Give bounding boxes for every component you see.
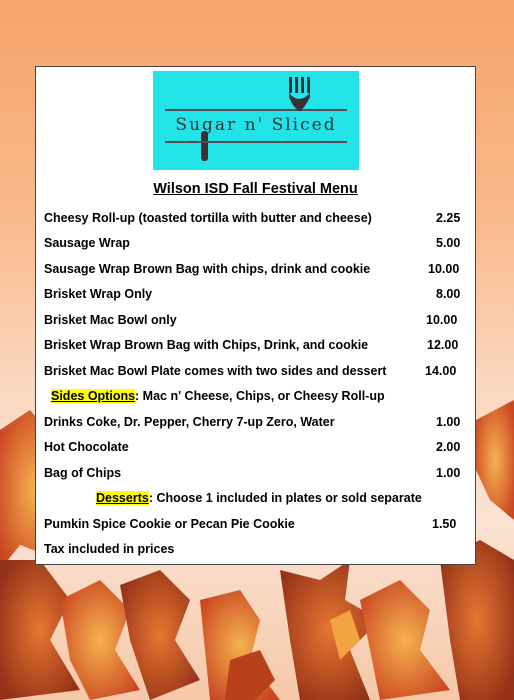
menu-item-price: 5.00 [436,236,461,250]
menu-item-name: Bag of Chips [44,466,122,480]
tax-note: Tax included in prices [44,542,175,556]
menu-item-price: 1.00 [436,466,461,480]
menu-item-name: Cheesy Roll-up (toasted tortilla with butter and cheese) [44,211,372,225]
sides-label: Sides Options [51,389,136,403]
desserts-text: : Choose 1 included in plates or sold separate [148,491,422,505]
menu-item-price: 2.00 [436,440,461,454]
menu-item-price: 8.00 [436,287,461,301]
sides-text: : Mac n' Cheese, Chips, or Cheesy Roll-up [135,389,385,403]
menu-item-price: 1.00 [436,415,461,429]
menu-item-name: Brisket Wrap Only [44,287,153,301]
menu-item-price: 2.25 [436,211,461,225]
menu-item-price: 10.00 [428,262,460,276]
menu-item-price: 10.00 [426,313,458,327]
menu-item-price: 1.50 [432,517,457,531]
logo-divider-top [165,109,347,111]
menu-title: Wilson ISD Fall Festival Menu [153,181,358,197]
logo-divider-bottom [165,141,347,143]
menu-item-name: Drinks Coke, Dr. Pepper, Cherry 7-up Zero, Water [44,415,335,429]
knife-icon [198,131,212,171]
menu-item-name: Brisket Mac Bowl only [44,313,177,327]
menu-item-name: Sausage Wrap [44,236,130,250]
desserts-line [96,491,422,505]
menu-item-name: Sausage Wrap Brown Bag with chips, drink and cookie [44,262,371,276]
menu-item-name: Brisket Wrap Brown Bag with Chips, Drink, and cookie [44,338,369,352]
menu-item-name: Hot Chocolate [44,440,129,454]
menu-item-name: Pumkin Spice Cookie or Pecan Pie Cookie [44,517,295,531]
menu-card [35,66,476,565]
logo [153,71,359,170]
sides-options-line [51,389,385,403]
menu-item-price: 14.00 [425,364,457,378]
brand-name: Sugar n' Sliced [175,115,337,135]
desserts-label: Desserts [96,491,149,505]
menu-item-price: 12.00 [427,338,459,352]
menu-item-name: Brisket Mac Bowl Plate comes with two sides and dessert [44,364,387,378]
